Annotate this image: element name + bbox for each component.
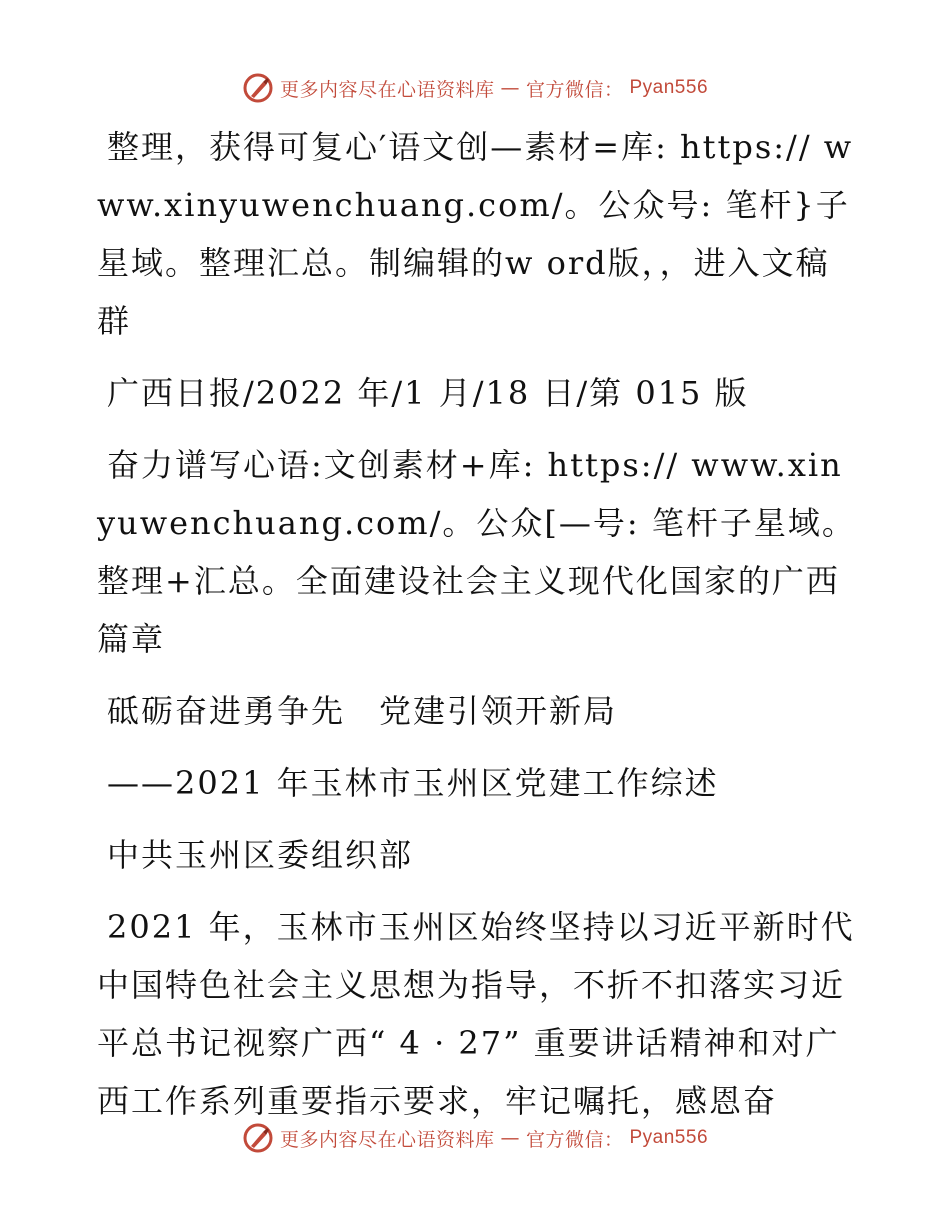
watermark-separator: — [500,77,520,99]
paragraph-headline: 奋力谱写心语:文创素材+库: https:// www.xinyuwenchuang.com/。公众[—号: 笔杆子星域。整理+汇总。全面建设社会主义现代化国家的广西篇章 [97,446,856,658]
paragraph-subtitle: ——2021 年玉林市玉州区党建工作综述 [107,764,719,802]
pen-logo-icon [242,72,274,104]
watermark-id: Pyan556 [629,1127,709,1148]
watermark-label: 官方微信： [525,78,624,101]
watermark-text: 更多内容尽在心语资料库 [279,78,495,101]
paragraph-title: 砥砺奋进勇争先 党建引领开新局 [107,692,618,730]
watermark-text: 更多内容尽在心语资料库 [279,1128,495,1151]
pen-logo-icon [242,1122,274,1154]
paragraph-author: 中共玉州区委组织部 [107,836,414,874]
watermark-id: Pyan556 [629,77,709,98]
watermark-separator: — [500,1127,520,1149]
header-watermark [0,72,950,104]
watermark-label: 官方微信： [525,1128,624,1151]
footer-watermark [0,1122,950,1154]
paragraph-source: 广西日报/2022 年/1 月/18 日/第 015 版 [107,374,749,412]
paragraph-body: 2021 年，玉林市玉州区始终坚持以习近平新时代中国特色社会主义思想为指导，不折不扣落实习近平总书记视察广西“ 4 · 27” 重要讲话精神和对广西工作系列重要指示要求，牢记嘱托，感恩奋 [97,908,855,1120]
paragraph-intro: 整理，获得可复心′语文创—素材=库: https:// www.xinyuwenchuang.com/。公众号: 笔杆}子星域。整理汇总。制编辑的w ord版，，进入文稿群 [97,128,854,340]
document-body [97,118,857,1130]
